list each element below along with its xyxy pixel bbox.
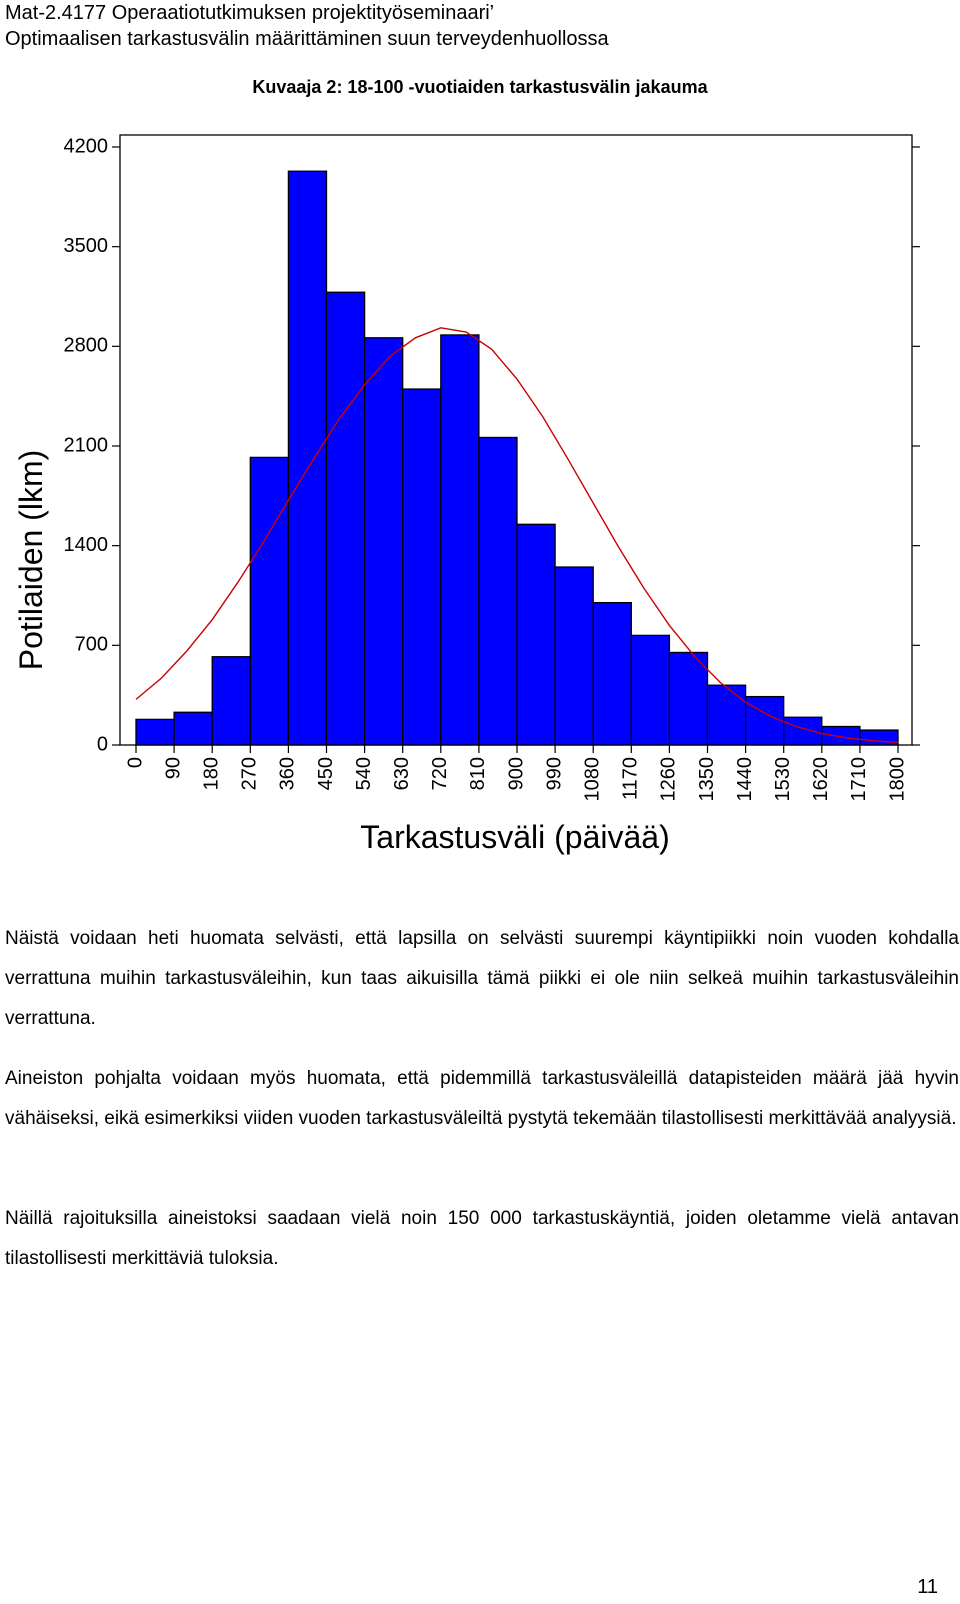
project-title: Optimaalisen tarkastusvälin määrittäminen suun terveydenhuollossa (5, 28, 609, 50)
x-tick-label: 630 (390, 757, 413, 791)
histogram-bar (250, 457, 288, 745)
x-tick-label: 1260 (657, 757, 680, 802)
x-tick-label: 540 (352, 757, 375, 791)
histogram-bar (784, 717, 822, 745)
x-tick-label: 1620 (810, 757, 833, 802)
histogram-bar (365, 338, 403, 745)
x-axis-label: Tarkastusväli (päivää) (360, 819, 670, 855)
y-tick-label: 0 (96, 733, 108, 756)
histogram-bar (403, 389, 441, 745)
figure-caption: Kuvaaja 2: 18-100 -vuotiaiden tarkastusvälin jakauma (252, 77, 708, 97)
histogram-bar (593, 603, 631, 745)
histogram-bar (479, 437, 517, 745)
histogram-bar (441, 335, 479, 745)
x-axis-ticks (124, 745, 908, 802)
paragraph-2: Aineiston pohjalta voidaan myös huomata, että pidemmillä tarkastusväleillä datapisteiden määrä jää hyvin vähäiseksi, eikä esimerkiksi viiden vuoden tarkastusväleiltä pystytä tekemään tilastollisesti merkittävää analyysiä. (5, 1068, 959, 1129)
histogram-bar (212, 657, 250, 745)
x-tick-label: 900 (505, 757, 528, 791)
x-tick-label: 90 (162, 757, 185, 780)
histogram-bar (174, 712, 212, 745)
x-tick-label: 990 (543, 757, 566, 791)
y-tick-label: 3500 (63, 234, 108, 257)
x-tick-label: 1530 (771, 757, 794, 802)
y-tick-label: 2100 (63, 434, 108, 457)
bars-group (136, 171, 898, 745)
x-tick-label: 450 (314, 757, 337, 791)
histogram-bar (136, 719, 174, 745)
histogram-bar (517, 524, 555, 745)
x-tick-label: 180 (200, 757, 223, 791)
y-tick-label: 4200 (63, 135, 108, 158)
histogram-bar (860, 730, 898, 745)
histogram-bar (746, 697, 784, 745)
x-tick-label: 1440 (733, 757, 756, 802)
page-number: 11 (917, 1576, 938, 1598)
y-tick-label: 1400 (63, 533, 108, 556)
histogram-bar (555, 567, 593, 745)
histogram-bar (327, 292, 365, 745)
y-tick-label: 2800 (63, 334, 108, 357)
x-tick-label: 1170 (619, 757, 642, 801)
histogram-bar (288, 171, 326, 745)
paragraph-1: Näistä voidaan heti huomata selvästi, että lapsilla on selvästi suurempi käyntipiikki noin vuoden kohdalla verrattuna muihin tarkastusväleihin, kun taas aikuisilla tämä piikki ei ole niin selkeä muihin tarkastusväleihin verrattuna. (5, 928, 959, 1029)
x-tick-label: 360 (276, 757, 299, 791)
x-tick-label: 720 (429, 757, 452, 791)
running-header (5, 0, 609, 52)
histogram-bar (822, 726, 860, 745)
histogram-bar (669, 652, 707, 745)
histogram-bar (708, 685, 746, 745)
histogram-chart (0, 120, 960, 870)
paragraph-3: Näillä rajoituksilla aineistoksi saadaan vielä noin 150 000 tarkastuskäyntiä, joiden oletamme vielä antavan tilastollisesti merkittäviä tuloksia. (5, 1208, 959, 1269)
y-axis-label: Potilaiden (lkm) (13, 449, 49, 671)
y-tick-label: 700 (74, 633, 108, 656)
x-tick-label: 1350 (695, 757, 718, 802)
x-tick-label: 1080 (581, 757, 604, 802)
histogram-bar (631, 635, 669, 745)
x-tick-label: 1800 (886, 757, 909, 802)
x-tick-label: 0 (124, 757, 147, 769)
x-tick-label: 810 (467, 757, 490, 791)
course-title: Mat-2.4177 Operaatiotutkimuksen projektityöseminaari’ (5, 2, 495, 24)
x-tick-label: 270 (238, 757, 261, 791)
x-tick-label: 1710 (848, 757, 871, 802)
